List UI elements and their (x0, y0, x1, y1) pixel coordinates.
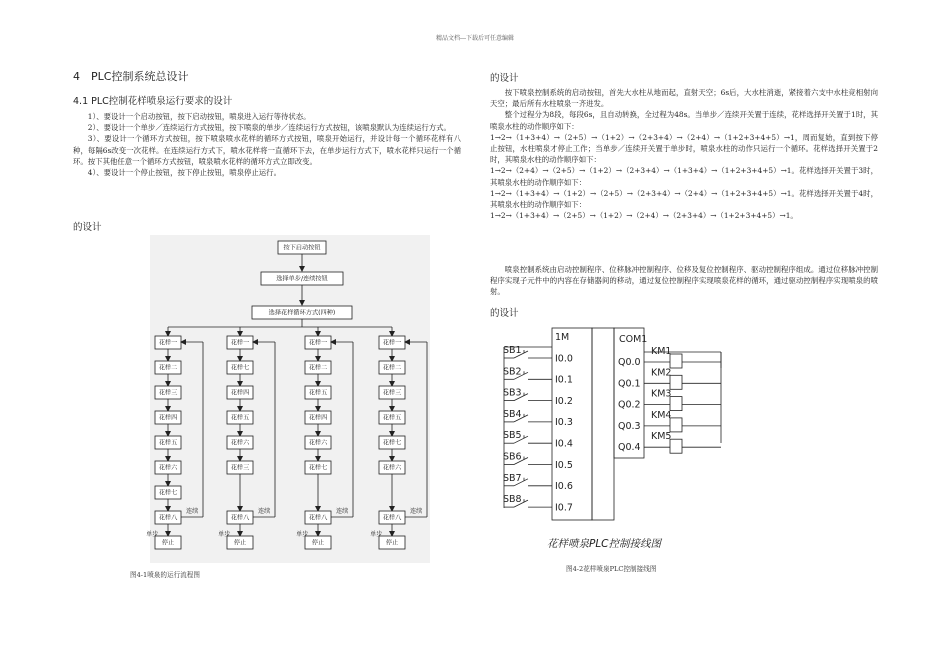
pattern-box-label: 花样六 (230, 439, 250, 447)
pattern-box-label: 花样六 (158, 464, 178, 472)
continuous-label: 连续 (258, 508, 271, 515)
switch-label: SB7 (503, 472, 522, 484)
relay-label: KM1 (651, 346, 672, 357)
chapter-title: 4 PLC控制系统总设计 (73, 70, 189, 83)
switch-label: SB4 (503, 408, 522, 420)
pattern-box-label: 花样五 (382, 414, 402, 422)
pattern-box-label: 花样四 (158, 414, 178, 422)
output-terminal: Q0.2 (618, 399, 641, 411)
input-terminal: 1M (555, 332, 570, 343)
stop-box-label: 停止 (385, 539, 399, 547)
pattern-box-label: 花样七 (230, 364, 250, 372)
output-terminal: Q0.0 (618, 357, 641, 368)
step-label: 单步 (296, 531, 309, 538)
output-terminal: Q0.3 (618, 420, 641, 432)
switch-label: SB5 (503, 430, 522, 442)
pattern-box-label: 花样八 (382, 514, 402, 522)
pattern-select-box-label: 选择花样循环方式(四种) (268, 309, 336, 317)
pattern-box-label: 花样三 (230, 464, 250, 472)
output-terminal: Q0.4 (618, 442, 641, 454)
wiring-title: 花样喷泉PLC控制接线图 (547, 538, 662, 550)
switch-label: SB1 (503, 345, 522, 356)
page-header: 精品文档---下载后可任意编辑 (435, 35, 515, 42)
step-label: 单步 (218, 531, 231, 538)
requirement-item: 1）、要设计一个启动按钮，按下启动按钮，喷泉进入运行等待状态。 (87, 112, 311, 121)
pattern-box-label: 花样八 (230, 514, 250, 522)
switch-label: SB2 (503, 366, 522, 378)
pattern-box-label: 花样二 (308, 364, 328, 372)
switch-label: SB3 (503, 387, 522, 399)
relay-label: KM5 (651, 431, 672, 443)
continuous-label: 连续 (410, 508, 423, 515)
continuous-label: 连续 (336, 508, 349, 515)
pattern-box-label: 花样三 (158, 389, 178, 397)
sequence-2: 1→2→（2+4）→（2+5）→（1+2）→（2+3+4）→（1+3+4）→（1+2+3+4+5）→1。花样选择开关置于3时，其喷泉水柱的动作顺序如下： (490, 166, 878, 187)
start-box-label: 按下启动按钮 (283, 244, 321, 252)
com-terminal: COM1 (619, 334, 648, 345)
input-terminal: I0.5 (555, 459, 573, 471)
switch-label: SB8 (503, 494, 522, 506)
pattern-box-label: 花样四 (308, 414, 328, 422)
design-heading-right-1: 的设计 (490, 73, 519, 84)
switch-label: SB6 (503, 451, 522, 463)
input-terminal: I0.7 (555, 502, 573, 514)
pattern-box-label: 花样八 (158, 514, 178, 522)
flowchart (146, 235, 430, 563)
requirement-item: 3）、要设计一个循环方式按钮，按下喷泉喷水花样的循环方式按钮，喷泉开始运行，并设计每一个循环花样有八种，每隔6s改变一次花样。在连续运行方式下，喷水花样将一直循环下去，在单步运行方式下，喷水花样只运行一个循环。按下其他任意一个循环方式按钮，喷泉喷水花样的循环方式立即改变。 (73, 134, 461, 166)
relay-coil (670, 354, 682, 368)
figure-caption-left: 图4-1喷泉的运行流程图 (130, 571, 200, 579)
pattern-box-label: 花样一 (158, 339, 178, 347)
pattern-box-label: 花样七 (382, 439, 402, 447)
input-terminal: I0.0 (555, 353, 573, 365)
input-terminal: I0.6 (555, 481, 573, 493)
continuous-label: 连续 (186, 508, 199, 515)
pattern-box-label: 花样八 (308, 514, 328, 522)
design-heading-left: 的设计 (73, 222, 102, 233)
relay-coil (670, 418, 682, 432)
paragraph: 按下喷泉控制系统的启动按钮，首先大水柱从地而起，直射天空；6s后，大水柱消逝，紧接着六支中水柱竞相射向天空；最后所有水柱喷泉一齐进发。 (490, 88, 878, 109)
pattern-box-label: 花样五 (308, 389, 328, 397)
step-label: 单步 (146, 531, 159, 538)
pattern-box-label: 花样五 (158, 439, 178, 447)
pattern-box-label: 花样六 (382, 464, 402, 472)
pattern-box-label: 花样七 (158, 489, 178, 497)
input-terminal: I0.2 (555, 395, 573, 407)
design-heading-right-2: 的设计 (490, 308, 519, 319)
sequence-4: 1→2→（1+3+4）→（2+5）→（1+2）→（2+4）→（2+3+4）→（1+2+3+4+5）→1。 (490, 211, 798, 221)
input-terminal: I0.1 (555, 374, 573, 386)
relay-coil (670, 375, 682, 389)
pattern-box-label: 花样四 (230, 389, 250, 397)
relay-coil (670, 439, 682, 453)
pattern-box-label: 花样五 (230, 414, 250, 422)
sequence-1: 1→2→（1+3+4）→（2+5）→（1+2）→（2+3+4）→（2+4）→（1+2+3+4+5）→1，周而复始，直到按下停止按钮，水柱喷泉才停止工作；当单步／连续开关置于单步时，喷泉水柱的动作只运行一个循环。花样选择开关置于2时，其喷泉水柱的动作顺序如下： (490, 132, 878, 165)
input-terminal: I0.3 (555, 417, 573, 429)
paragraph: 整个过程分为8段，每段6s，且自动转换，全过程为48s。当单步／连续开关置于连续，花样选择开关置于1时，其喷泉水柱的动作顺序如下： (490, 110, 878, 131)
requirement-item: 4）、要设计一个停止按钮，按下停止按钮，喷泉停止运行。 (87, 168, 281, 178)
plc-output-block (614, 328, 644, 458)
stop-box-label: 停止 (161, 539, 175, 547)
description-block (490, 87, 878, 221)
pattern-box-label: 花样一 (308, 339, 328, 347)
pattern-box-label: 花样一 (230, 339, 250, 347)
pattern-box-label: 花样二 (382, 364, 402, 372)
relay-label: KM3 (651, 388, 672, 400)
wiring-diagram (495, 325, 735, 557)
pattern-box-label: 花样三 (382, 389, 402, 397)
figure-caption-right: 图4-2花样喷泉PLC控制接线图 (566, 565, 657, 573)
section-title: 4.1 PLC控制花样喷泉运行要求的设计 (73, 96, 233, 107)
relay-label: KM2 (651, 367, 672, 379)
stop-box-label: 停止 (311, 539, 325, 547)
pattern-box-label: 花样七 (308, 464, 328, 472)
output-terminal: Q0.1 (618, 378, 641, 390)
relay-coil (670, 397, 682, 411)
pattern-box-label: 花样六 (308, 439, 328, 447)
relay-label: KM4 (651, 409, 672, 421)
paragraph: 喷泉控制系统由启动控制程序、位移脉冲控制程序、位移及复位控制程序、驱动控制程序组成。通过位移脉冲控制程序实现子元件中的内容在存储器间的移动，通过复位控制程序实现喷泉花样的循环，通过驱动控制程序实现喷泉的喷射。 (490, 265, 878, 297)
requirement-item: 2）、要设计一个单步／连续运行方式按钮，按下喷泉的单步／连续运行方式按钮，该喷泉默认为连续运行方式。 (87, 123, 451, 133)
pattern-box-label: 花样二 (158, 364, 178, 372)
pattern-box-label: 花样一 (382, 339, 402, 347)
step-label: 单步 (370, 531, 383, 538)
mode-select-box-label: 选择单步/连续按钮 (276, 275, 328, 283)
stop-box-label: 停止 (233, 539, 247, 547)
plc-center-block (592, 328, 614, 520)
program-description (490, 264, 878, 298)
sequence-3: 1→2→（1+3+4）→（1+2）→（2+5）→（2+3+4）→（2+4）→（1+2+3+4+5）→1。花样选择开关置于4时，其喷泉水柱的动作顺序如下： (490, 188, 878, 210)
requirements-list (73, 111, 461, 178)
input-terminal: I0.4 (555, 438, 573, 450)
